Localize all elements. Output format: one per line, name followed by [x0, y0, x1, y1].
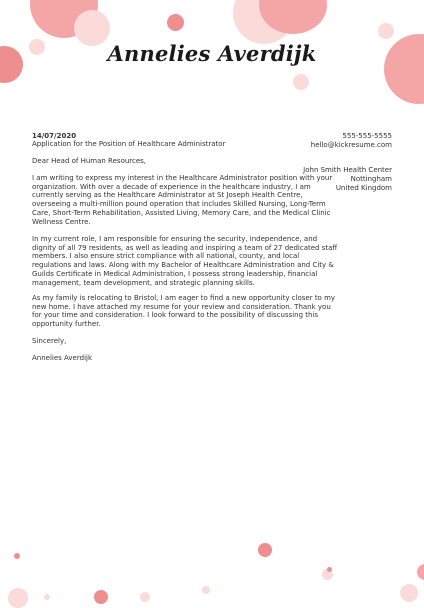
recipient-line: Nottingham [350, 175, 392, 183]
applicant-name: Annelies Averdijk [107, 41, 317, 66]
decor-circle [14, 553, 20, 559]
paragraph-line: members. I also ensure strict compliance with all national, county, and local [32, 252, 300, 261]
decor-circle [44, 594, 50, 600]
paragraph-line: Guilds Certificate in Medical Administration, I possess strong leadership, financial [32, 269, 318, 278]
decor-circle [400, 584, 418, 602]
paragraph-line: Wellness Centre. [32, 217, 91, 226]
paragraph-line: for your time and consideration. I look forward to the possibility of discussing this [32, 311, 319, 320]
decor-circle [140, 592, 150, 602]
paragraph-line: currently serving as the Healthcare Administrator at St Joseph Health Centre, [32, 191, 303, 200]
decor-circle [202, 586, 210, 594]
paragraph-line: management, team development, and strategic planning skills. [32, 278, 255, 287]
letter-paragraph [32, 294, 336, 329]
paragraph-line: In my current role, I am responsible for ensuring the security, independence, and [32, 235, 318, 243]
letter-date: 14/07/2020 [32, 132, 77, 140]
recipient-line: John Smith Health Center [303, 166, 392, 174]
decor-circle [94, 590, 108, 604]
paragraph-line: regulations and laws. Along with my Bachelor of Healthcare Administration and City & [32, 261, 334, 270]
contact-phone: 555-555-5555 [342, 132, 392, 140]
letter-paragraph [32, 174, 332, 226]
letter-closing: Sincerely, [32, 337, 67, 345]
paragraph-line: As my family is relocating to Bristol, I am eager to find a new opportunity closer to my [32, 294, 336, 302]
letter-greeting: Dear Head of Human Resources, [32, 157, 147, 165]
decor-circle [327, 567, 332, 572]
decor-circle [293, 74, 309, 90]
decor-circle [378, 23, 394, 39]
letter-subject: Application for the Position of Healthcare Administrator [32, 140, 226, 148]
letter-paragraph [32, 235, 338, 287]
paragraph-line: dignity of all 79 residents, as well as leading and inspiring a team of 27 dedicated staff [32, 243, 338, 252]
contact-email: hello@kickresume.com [310, 141, 392, 149]
paragraph-line: overseeing a multi-million pound operation that includes Skilled Nursing, Long-Term [32, 200, 326, 209]
decor-circle [258, 543, 272, 557]
decor-circle [417, 564, 424, 580]
paragraph-line: new home. I have attached my resume for your review and consideration. Thank you [32, 302, 331, 311]
paragraph-line: opportunity further. [32, 320, 101, 329]
decor-circle [167, 14, 184, 31]
paragraph-line: I am writing to express my interest in the Healthcare Administrator position with your [32, 174, 333, 182]
recipient-line: United Kingdom [335, 184, 392, 192]
decor-circle [8, 588, 28, 608]
paragraph-line: organization. With over a decade of experience in the healthcare industry, I am [32, 182, 311, 191]
letter-signature: Annelies Averdijk [32, 354, 93, 362]
paragraph-line: Care, Short-Term Rehabilitation, Assisted Living, Memory Care, and the Medical Clinic [32, 208, 331, 217]
